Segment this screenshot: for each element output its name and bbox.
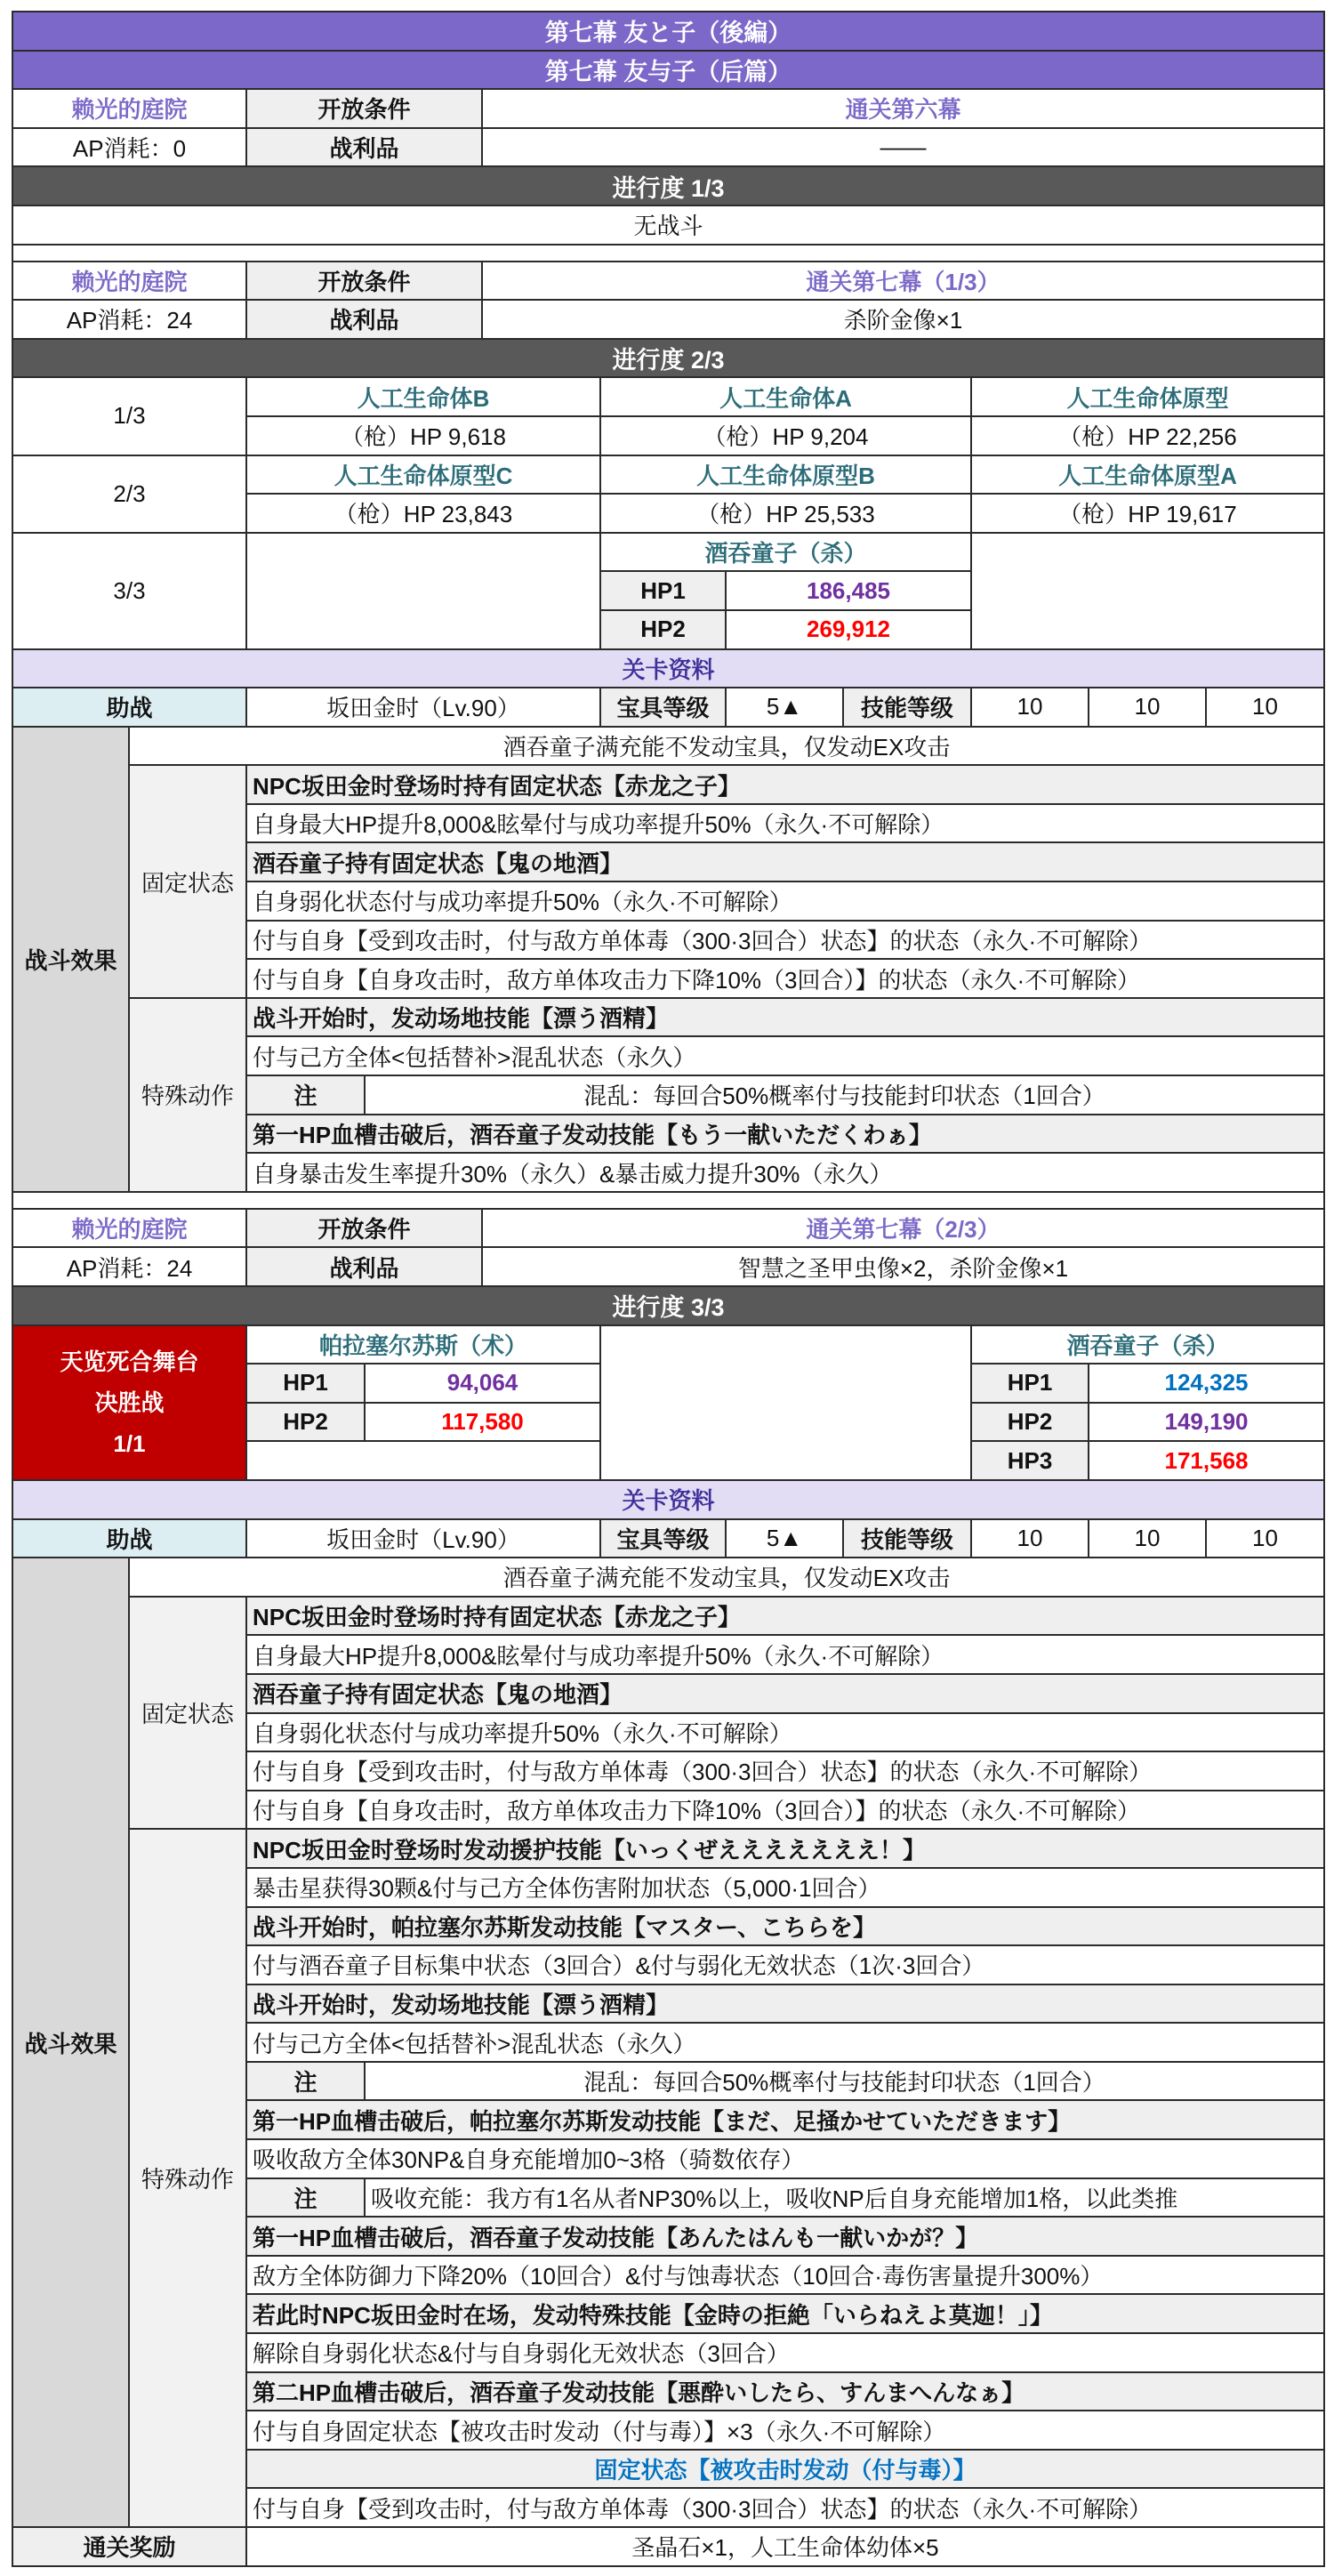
enemy-name: 人工生命体原型C bbox=[246, 455, 600, 495]
note-text: 吸收充能：我方有1名从者NP30%以上，吸收NP后自身充能增加1格，以此类推 bbox=[365, 2178, 1324, 2218]
skill-level-2: 10 bbox=[1089, 1519, 1206, 1558]
battle-note: 酒吞童子满充能不发动宝具，仅发动EX攻击 bbox=[129, 727, 1324, 766]
battle-effects-label: 战斗效果 bbox=[12, 727, 129, 1192]
final-battle-title: 决胜战 bbox=[94, 1389, 165, 1416]
hp-label: HP1 bbox=[246, 1364, 365, 1403]
effect-title: 战斗开始时，帕拉塞尔苏斯发动技能【マスター、こちらを】 bbox=[246, 1907, 1324, 1946]
effect-title: 第一HP血槽击破后，帕拉塞尔苏斯发动技能【まだ、足掻かせていただきます】 bbox=[246, 2100, 1324, 2139]
clear-reward: 圣晶石×1，人工生命体幼体×5 bbox=[246, 2527, 1324, 2566]
drops-label: 战利品 bbox=[246, 128, 482, 167]
effect-title: 若此时NPC坂田金时在场，发动特殊技能【金時の拒絶「いらねえよ莫迦！」】 bbox=[246, 2294, 1324, 2333]
boss-wave-row bbox=[12, 533, 1324, 572]
np-level: 5▲ bbox=[726, 688, 843, 727]
quest-location: 赖光的庭院 bbox=[12, 1209, 246, 1248]
support-servant: 坂田金时（Lv.90） bbox=[246, 688, 600, 727]
enemy-name: 人工生命体B bbox=[246, 377, 600, 416]
effect-text: 吸收敌方全体30NP&自身充能增加0~3格（骑数依存） bbox=[246, 2139, 1324, 2178]
hp-label: HP2 bbox=[971, 1403, 1089, 1442]
section-header bbox=[12, 12, 1324, 89]
final-battle-wave: 1/1 bbox=[113, 1429, 146, 1457]
hp-label: HP1 bbox=[600, 571, 726, 610]
note-label: 注 bbox=[246, 1075, 365, 1115]
effect-title: 第一HP血槽击破后，酒吞童子发动技能【あんたはんも一献いかが？】 bbox=[246, 2217, 1324, 2256]
progress-header: 进行度 3/3 bbox=[12, 1286, 1324, 1325]
hp-label: HP1 bbox=[971, 1364, 1089, 1403]
np-level: 5▲ bbox=[726, 1519, 843, 1558]
effect-text: 敌方全体防御力下降20%（10回合）&付与蚀毒状态（10回合·毒伤害量提升300%） bbox=[246, 2256, 1324, 2295]
effect-text: 付与自身【受到攻击时，付与敌方单体毒（300·3回合）状态】的状态（永久·不可解除） bbox=[246, 2488, 1324, 2527]
drops-label: 战利品 bbox=[246, 300, 482, 339]
no-battle: 无战斗 bbox=[12, 205, 1324, 245]
chapter-title-jp: 第七幕 友と子（後編） bbox=[12, 12, 1324, 51]
skill-level-1: 10 bbox=[971, 1519, 1089, 1558]
final-battle-label bbox=[12, 1325, 246, 1480]
quest-table bbox=[12, 11, 1325, 2567]
support-row bbox=[12, 688, 1324, 727]
spacer bbox=[12, 245, 1324, 262]
open-condition: 通关第七幕（1/3） bbox=[482, 262, 1324, 301]
np-level-label: 宝具等级 bbox=[600, 688, 726, 727]
special-action-label: 特殊动作 bbox=[129, 1829, 246, 2527]
enemy-info: （枪）HP 22,256 bbox=[971, 416, 1324, 455]
empty-cell bbox=[600, 1325, 971, 1480]
hp-value: 171,568 bbox=[1089, 1441, 1324, 1480]
drops-label: 战利品 bbox=[246, 1247, 482, 1286]
effect-text: 固定状态【被攻击时发动（付与毒）】 bbox=[246, 2450, 1324, 2489]
quest-1 bbox=[12, 89, 1324, 261]
enemy-info: （枪）HP 23,843 bbox=[246, 494, 600, 533]
enemy-info: （枪）HP 9,618 bbox=[246, 416, 600, 455]
enemy-info: （枪）HP 25,533 bbox=[600, 494, 971, 533]
enemy-info: （枪）HP 9,204 bbox=[600, 416, 971, 455]
wave-row bbox=[12, 455, 1324, 495]
battle-effects-label: 战斗效果 bbox=[12, 1558, 129, 2527]
skill-level-label: 技能等级 bbox=[843, 1519, 971, 1558]
boss-name: 酒吞童子（杀） bbox=[971, 1325, 1324, 1364]
effect-row bbox=[12, 1829, 1324, 1868]
stage-info-header: 关卡资料 bbox=[12, 1480, 1324, 1519]
hp-value: 124,325 bbox=[1089, 1364, 1324, 1403]
effect-text: 自身暴击发生率提升30%（永久）&暴击威力提升30%（永久） bbox=[246, 1153, 1324, 1192]
clear-reward-row bbox=[12, 2527, 1324, 2566]
battle-effects bbox=[12, 1558, 1324, 2527]
support-label: 助战 bbox=[12, 688, 246, 727]
quest-location: 赖光的庭院 bbox=[12, 89, 246, 128]
effect-title: NPC坂田金时登场时持有固定状态【赤龙之子】 bbox=[246, 765, 1324, 804]
enemy-name: 人工生命体原型A bbox=[971, 455, 1324, 495]
effect-title: 酒吞童子持有固定状态【鬼の地酒】 bbox=[246, 842, 1324, 881]
hp-label: HP2 bbox=[246, 1403, 365, 1442]
ap-cost: AP消耗：0 bbox=[12, 128, 246, 167]
quest-2 bbox=[12, 262, 1324, 727]
skill-level-1: 10 bbox=[971, 688, 1089, 727]
note-text: 混乱：每回合50%概率付与技能封印状态（1回合） bbox=[365, 2062, 1324, 2101]
hp-value: 269,912 bbox=[726, 610, 971, 649]
support-servant: 坂田金时（Lv.90） bbox=[246, 1519, 600, 1558]
effect-title: 战斗开始时，发动场地技能【漂う酒精】 bbox=[246, 998, 1324, 1037]
open-condition-label: 开放条件 bbox=[246, 1209, 482, 1248]
hp-label: HP3 bbox=[971, 1441, 1089, 1480]
support-label: 助战 bbox=[12, 1519, 246, 1558]
hp-value: 186,485 bbox=[726, 571, 971, 610]
effect-text: 自身最大HP提升8,000&眩晕付与成功率提升50%（永久·不可解除） bbox=[246, 804, 1324, 843]
effect-text: 解除自身弱化状态&付与自身弱化无效状态（3回合） bbox=[246, 2333, 1324, 2372]
wave-row bbox=[12, 377, 1324, 416]
empty-cell bbox=[971, 533, 1324, 649]
wave-label: 3/3 bbox=[12, 533, 246, 649]
hp-value: 94,064 bbox=[365, 1364, 600, 1403]
hp-value: 149,190 bbox=[1089, 1403, 1324, 1442]
effect-row bbox=[12, 1597, 1324, 1636]
ap-cost: AP消耗：24 bbox=[12, 1247, 246, 1286]
effect-text: 付与己方全体<包括替补>混乱状态（永久） bbox=[246, 1036, 1324, 1075]
progress-header: 进行度 2/3 bbox=[12, 339, 1324, 378]
fixed-state-label: 固定状态 bbox=[129, 765, 246, 998]
skill-level-2: 10 bbox=[1089, 688, 1206, 727]
effect-text: 付与自身【受到攻击时，付与敌方单体毒（300·3回合）状态】的状态（永久·不可解除） bbox=[246, 1751, 1324, 1791]
quest-location: 赖光的庭院 bbox=[12, 262, 246, 301]
quest-3 bbox=[12, 1209, 1324, 1558]
open-condition-label: 开放条件 bbox=[246, 89, 482, 128]
drops: —— bbox=[482, 128, 1324, 167]
battle-note: 酒吞童子满充能不发动宝具，仅发动EX攻击 bbox=[129, 1558, 1324, 1597]
effect-text: 暴击星获得30颗&付与己方全体伤害附加状态（5,000·1回合） bbox=[246, 1868, 1324, 1907]
enemy-name: 人工生命体原型 bbox=[971, 377, 1324, 416]
note-text: 混乱：每回合50%概率付与技能封印状态（1回合） bbox=[365, 1075, 1324, 1115]
support-row bbox=[12, 1519, 1324, 1558]
hp-label: HP2 bbox=[600, 610, 726, 649]
skill-level-3: 10 bbox=[1206, 1519, 1324, 1558]
effect-text: 自身弱化状态付与成功率提升50%（永久·不可解除） bbox=[246, 1713, 1324, 1752]
final-battle-stage: 天览死合舞台 bbox=[60, 1348, 199, 1375]
enemy-name: 人工生命体A bbox=[600, 377, 971, 416]
effect-text: 付与己方全体<包括替补>混乱状态（永久） bbox=[246, 2023, 1324, 2062]
enemy-name: 人工生命体原型B bbox=[600, 455, 971, 495]
effect-title: 第二HP血槽击破后，酒吞童子发动技能【悪酔いしたら、すんまへんなぁ】 bbox=[246, 2372, 1324, 2411]
effect-title: NPC坂田金时登场时发动援护技能【いっくぜえええええええ！】 bbox=[246, 1829, 1324, 1868]
effect-text: 付与自身固定状态【被攻击时发动（付与毒）】×3（永久·不可解除） bbox=[246, 2411, 1324, 2450]
effect-title: 第一HP血槽击破后，酒吞童子发动技能【もう一献いただくわぁ】 bbox=[246, 1115, 1324, 1154]
special-action-label: 特殊动作 bbox=[129, 998, 246, 1192]
boss-name: 酒吞童子（杀） bbox=[600, 533, 971, 572]
wave-label: 1/3 bbox=[12, 377, 246, 455]
boss-name: 帕拉塞尔苏斯（术） bbox=[246, 1325, 600, 1364]
drops: 智慧之圣甲虫像×2，杀阶金像×1 bbox=[482, 1247, 1324, 1286]
open-condition: 通关第七幕（2/3） bbox=[482, 1209, 1324, 1248]
effect-text: 付与酒吞童子目标集中状态（3回合）&付与弱化无效状态（1次·3回合） bbox=[246, 1945, 1324, 1984]
effect-text: 付与自身【自身攻击时，敌方单体攻击力下降10%（3回合）】的状态（永久·不可解除） bbox=[246, 1791, 1324, 1830]
skill-level-label: 技能等级 bbox=[843, 688, 971, 727]
battle-effects bbox=[12, 727, 1324, 1192]
wave-label: 2/3 bbox=[12, 455, 246, 533]
effect-title: 战斗开始时，发动场地技能【漂う酒精】 bbox=[246, 1984, 1324, 2024]
np-level-label: 宝具等级 bbox=[600, 1519, 726, 1558]
effect-title: 酒吞童子持有固定状态【鬼の地酒】 bbox=[246, 1674, 1324, 1713]
empty-cell bbox=[246, 533, 600, 649]
hp-value: 117,580 bbox=[365, 1403, 600, 1442]
clear-reward-label: 通关奖励 bbox=[12, 2527, 246, 2566]
stage-info-header: 关卡资料 bbox=[12, 649, 1324, 688]
open-condition-label: 开放条件 bbox=[246, 262, 482, 301]
fixed-state-label: 固定状态 bbox=[129, 1597, 246, 1830]
skill-level-3: 10 bbox=[1206, 688, 1324, 727]
enemy-info: （枪）HP 19,617 bbox=[971, 494, 1324, 533]
effect-row bbox=[12, 998, 1324, 1037]
effect-title: NPC坂田金时登场时持有固定状态【赤龙之子】 bbox=[246, 1597, 1324, 1636]
effect-text: 自身弱化状态付与成功率提升50%（永久·不可解除） bbox=[246, 881, 1324, 921]
drops: 杀阶金像×1 bbox=[482, 300, 1324, 339]
spacer bbox=[12, 1192, 1324, 1209]
effect-text: 付与自身【受到攻击时，付与敌方单体毒（300·3回合）状态】的状态（永久·不可解除） bbox=[246, 921, 1324, 960]
effect-row bbox=[12, 765, 1324, 804]
empty-cell bbox=[246, 1441, 600, 1480]
note-label: 注 bbox=[246, 2178, 365, 2218]
effect-text: 付与自身【自身攻击时，敌方单体攻击力下降10%（3回合）】的状态（永久·不可解除） bbox=[246, 959, 1324, 998]
ap-cost: AP消耗：24 bbox=[12, 300, 246, 339]
progress-header: 进行度 1/3 bbox=[12, 166, 1324, 205]
open-condition: 通关第六幕 bbox=[482, 89, 1324, 128]
effect-text: 自身最大HP提升8,000&眩晕付与成功率提升50%（永久·不可解除） bbox=[246, 1635, 1324, 1674]
chapter-title-cn: 第七幕 友与子（后篇） bbox=[12, 51, 1324, 90]
note-label: 注 bbox=[246, 2062, 365, 2101]
